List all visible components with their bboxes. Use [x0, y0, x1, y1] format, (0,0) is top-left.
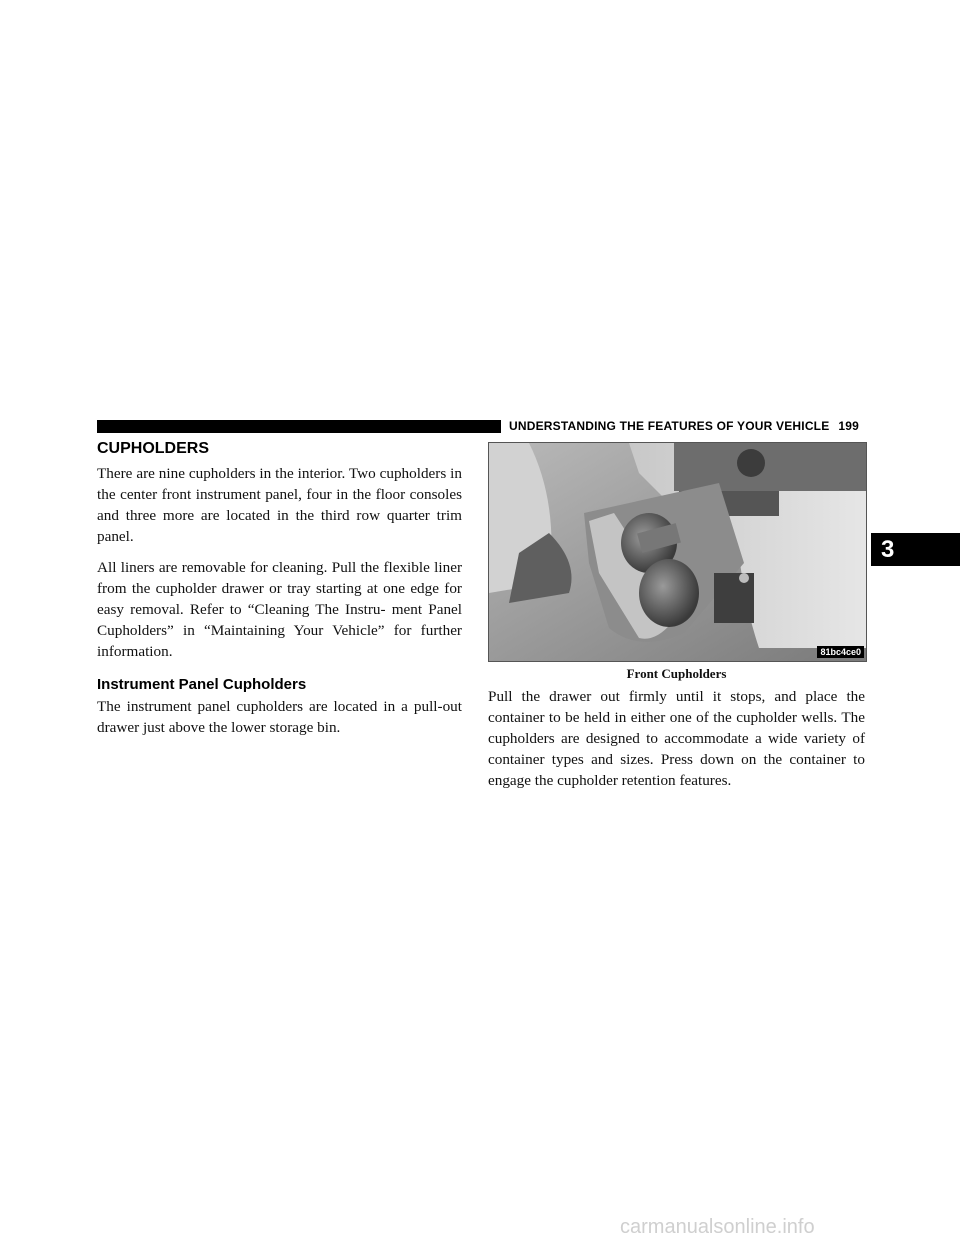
section-heading: CUPHOLDERS	[97, 440, 210, 457]
chapter-tab: 3	[871, 533, 960, 566]
cupholder-photo	[488, 442, 867, 662]
header-title: UNDERSTANDING THE FEATURES OF YOUR VEHICLE	[509, 419, 830, 433]
subheading: Instrument Panel Cupholders	[97, 676, 307, 693]
left-column	[97, 440, 462, 748]
running-header	[509, 419, 859, 433]
paragraph-1: There are nine cupholders in the interior. Two cupholders in the center front instrument panel, four in the floor consoles and three more are located in the third row quarter trim panel.	[97, 465, 462, 545]
watermark: carmanualsonline.info	[620, 1216, 815, 1238]
figure-caption: Front Cupholders	[626, 666, 727, 681]
page-number: 199	[838, 419, 860, 433]
cupholder-illustration	[489, 443, 866, 661]
right-paragraph: Pull the drawer out firmly until it stops, and place the container to be held in either one of the cupholder wells. The cupholders are designed to accommodate a wide variety of container types and sizes. Press down on the container to engage the cupholder retention features.	[488, 688, 865, 789]
figure-code: 81bc4ce0	[817, 646, 864, 658]
sub-paragraph: The instrument panel cupholders are located in a pull-out drawer just above the lower storage bin.	[97, 698, 462, 736]
right-column	[488, 686, 865, 801]
paragraph-2: All liners are removable for cleaning. Pull the flexible liner from the cupholder drawer or tray starting at one edge for easy removal. Refer to “Cleaning The Instru- ment Panel Cupholders” in “Maintaining Your Vehicle” for further information.	[97, 559, 462, 660]
header-rule	[97, 420, 501, 433]
